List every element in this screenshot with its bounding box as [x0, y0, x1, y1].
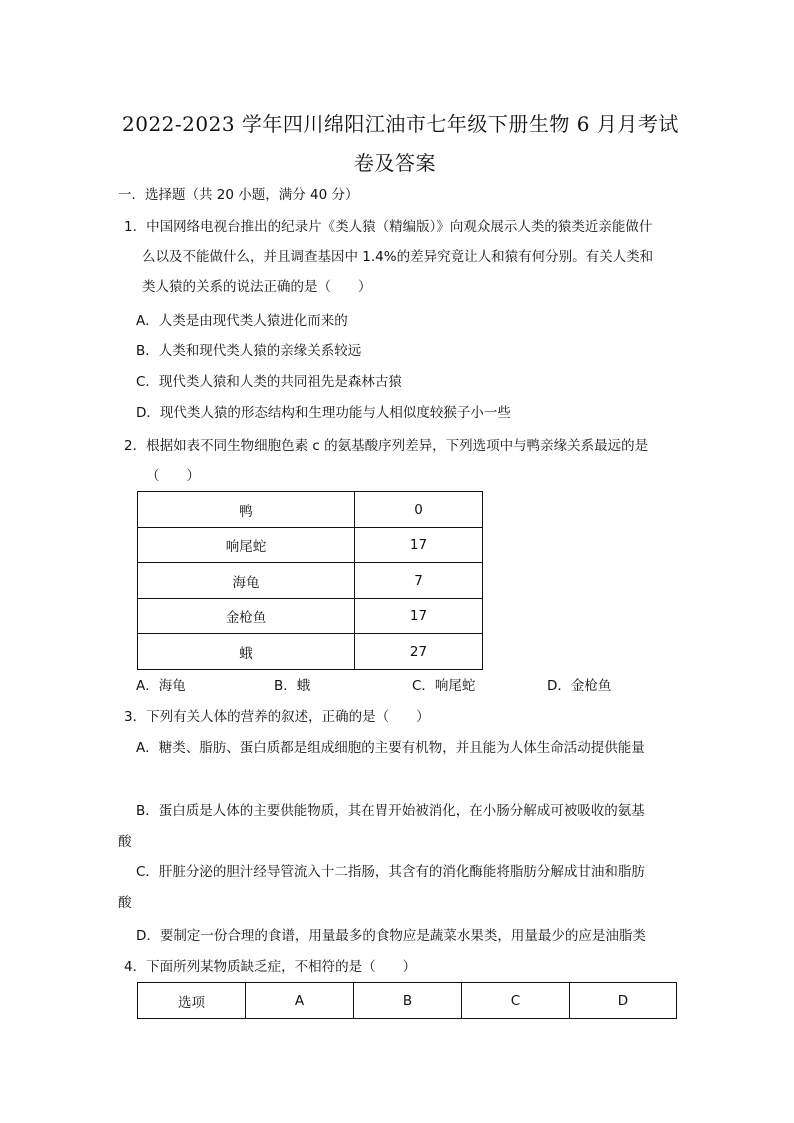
table-header-row: [138, 983, 677, 1019]
option-c-wrap: 酸: [118, 895, 132, 911]
option-c: C．响尾蛇: [412, 678, 476, 694]
question-stem: （ ）: [146, 468, 200, 484]
header-cell: A: [246, 983, 354, 1019]
table-row: [138, 634, 483, 670]
organism-cell: 鸭: [138, 492, 355, 528]
section-heading: 一．选择题（共 20 小题，满分 40 分）: [118, 187, 359, 203]
organism-cell: 金枪鱼: [138, 599, 355, 634]
table-row: [138, 599, 483, 634]
deficiency-table: [137, 982, 677, 1019]
difference-cell: 17: [355, 599, 483, 634]
option-a: A．海龟: [136, 678, 186, 694]
question-stem: 4．下面所列某物质缺乏症，不相符的是（ ）: [124, 959, 417, 975]
header-cell: 选项: [138, 983, 246, 1019]
header-cell: B: [354, 983, 462, 1019]
option-d: D．金枪鱼: [547, 678, 612, 694]
question-stem: 1．中国网络电视台推出的纪录片《类人猿（精编版）》向观众展示人类的猿类近亲能做什: [124, 219, 653, 235]
option-b: B．人类和现代类人猿的亲缘关系较远: [136, 343, 362, 359]
option-b-wrap: 酸: [118, 834, 132, 850]
organism-cell: 海龟: [138, 563, 355, 599]
option-b: B．蛋白质是人体的主要供能物质，其在胃开始被消化，在小肠分解成可被吸收的氨基: [136, 803, 645, 819]
header-cell: C: [462, 983, 570, 1019]
option-c: C．现代类人猿和人类的共同祖先是森林古猿: [136, 374, 402, 390]
header-cell: D: [570, 983, 677, 1019]
table-row: [138, 528, 483, 563]
difference-cell: 17: [355, 528, 483, 563]
organism-cell: 响尾蛇: [138, 528, 355, 563]
option-d: D．现代类人猿的形态结构和生理功能与人相似度较猴子小一些: [136, 405, 511, 421]
option-a: A．糖类、脂肪、蛋白质都是组成细胞的主要有机物，并且能为人体生命活动提供能量: [136, 740, 645, 756]
organism-cell: 蛾: [138, 634, 355, 670]
difference-cell: 27: [355, 634, 483, 670]
doc-title-line2: 卷及答案: [354, 151, 436, 175]
table-row: [138, 563, 483, 599]
difference-cell: 0: [355, 492, 483, 528]
question-stem: 么以及不能做什么，并且调查基因中 1.4%的差异究竟让人和猿有何分别。有关人类和: [142, 249, 654, 265]
question-stem: 类人猿的关系的说法正确的是（ ）: [142, 279, 372, 295]
cytochrome-c-table: [137, 491, 483, 670]
option-b: B．蛾: [274, 678, 311, 694]
option-c: C．肝脏分泌的胆汁经导管流入十二指肠，其含有的消化酶能将脂肪分解成甘油和脂肪: [136, 864, 645, 880]
option-d: D．要制定一份合理的食谱，用量最多的食物应是蔬菜水果类，用量最少的应是油脂类: [136, 928, 646, 944]
option-a: A．人类是由现代类人猿进化而来的: [136, 313, 348, 329]
question-stem: 2．根据如表不同生物细胞色素 c 的氨基酸序列差异，下列选项中与鸭亲缘关系最远的是: [124, 438, 649, 454]
doc-title-line1: 2022-2023 学年四川绵阳江油市七年级下册生物 6 月月考试: [122, 112, 679, 136]
difference-cell: 7: [355, 563, 483, 599]
table-row: [138, 492, 483, 528]
question-stem: 3．下列有关人体的营养的叙述，正确的是（ ）: [124, 709, 430, 725]
